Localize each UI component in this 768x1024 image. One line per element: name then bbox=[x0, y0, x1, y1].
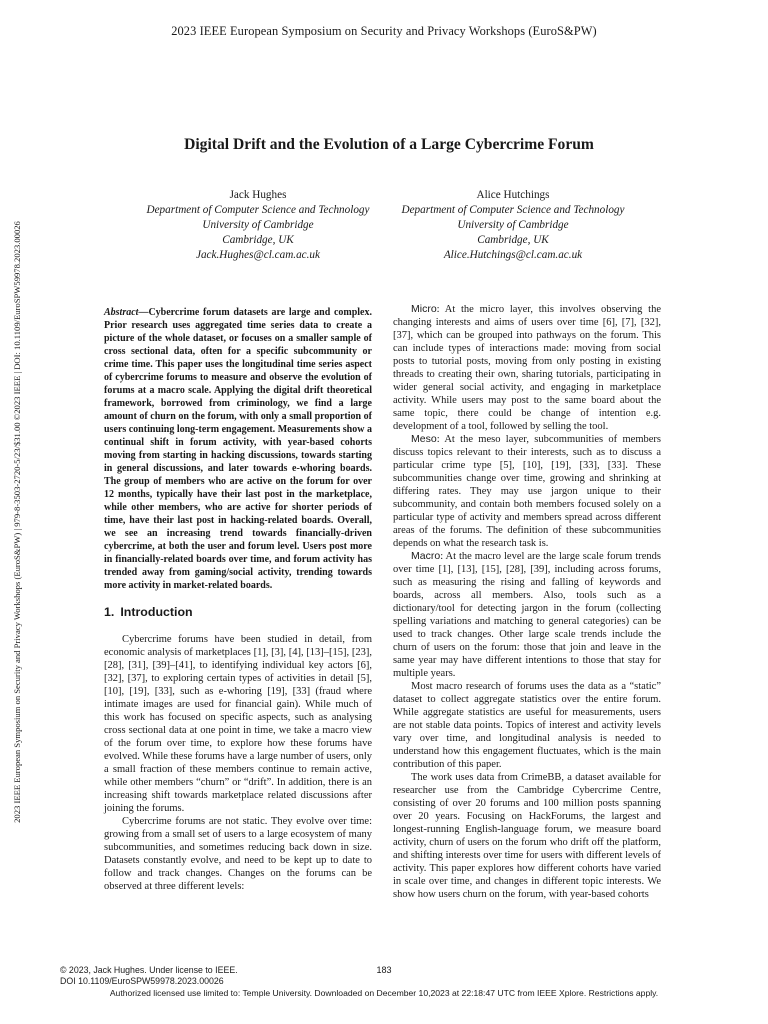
author-university: University of Cambridge bbox=[202, 219, 314, 231]
paragraph-macro bbox=[393, 550, 661, 680]
abstract-text: —Cybercrime forum datasets are large and complex. Prior research uses aggregated time series data to create a picture of the whole dataset, or focuses on a smaller sample of cross sectional data, often for a specific subcommunity or crime time. This paper uses the longitudinal time series aspect of cybercrime forums to measure and observe the evolution of forums at a macro scale. Applying the digital drift theoretical framework, borrowed from criminology, we find a large amount of churn on the forum, with only a small proportion of users continuing long-term engagement. Measurements show a continual shift in forum activity, with year-based cohorts moving from starting in hacking discussions, towards starting in general discussions, and later towards e-whoring boards. The group of members who are active on the forum for over 12 months, typically have their last post in the marketplace, while other members, who are active for shorter periods of time, have their last post in hacking-related boards. Overall, we see an increasing trend towards financially-driven cybercrime, at both the user and forum level. Users post more in financially-related boards over time, and forum activity has trended away from gaming/social activity, trending towards more activity in market-related boards. bbox=[104, 307, 372, 591]
left-column bbox=[104, 306, 372, 893]
author-department: Department of Computer Science and Technology bbox=[146, 204, 370, 216]
author-university: University of Cambridge bbox=[457, 219, 569, 231]
section-number: 1. bbox=[104, 605, 115, 619]
paragraph: The work uses data from CrimeBB, a dataset available for researcher use from the Cambridge Cybercrime Centre, consisting of over 20 forums and 100 million posts spanning over 20 years. Focusing on HackForums, the largest and longest-running English-language forum, we measure board activity, churn of users on the forum who drift off the platform, and shifting interests over time for users with different levels of activity. This paper explores how different cohorts have varied in scale over time, and changes in different topic interests. We show how users churn on the forum, with year-based cohorts bbox=[393, 772, 661, 900]
level-text: : At the micro layer, this involves observing the changing interests and aims of users over time [6], [7], [32], [37], which can be grouped into pathways on the forum. This can include types of interactions made: moving from social posts to tutorial posts, moving from only posting in existing threads to creating their own, sharing tutorials, participating in wider general social activity, and engaging in marketplace activity. While users may post to the same board about the same topic, there could be change of intention e.g. development of a tool, followed by selling the tool. bbox=[393, 304, 661, 432]
author-location: Cambridge, UK bbox=[477, 234, 549, 246]
author-email[interactable]: Alice.Hutchings@cl.cam.ac.uk bbox=[443, 249, 583, 261]
level-text: : At the macro level are the large scale forum trends over time [1], [13], [15], [28], [39], including across forums, such as measuring the rising and falling of keywords and boards, across all members. Also, tools such as a dictionary/tool for detecting jargon in the forum (collecting spelling variations and matching to general categories) can be used to track changes. Other large scale trends include the churn of users on the forum: those that join and leave in the same year may have different intentions to those that stay for multiple years. bbox=[393, 551, 661, 679]
paper-title: Digital Drift and the Evolution of a Large Cybercrime Forum bbox=[184, 136, 594, 153]
author-block-1 bbox=[140, 188, 376, 263]
paragraph: Cybercrime forums are not static. They evolve over time: growing from a small set of users to a large ecosystem of many subcommunities, and sometimes reducing back down in size. Datasets constantly evolve, and need to be kept up to date to follow and track changes. Changes on the forums can be observed at three different levels: bbox=[104, 816, 372, 892]
author-location: Cambridge, UK bbox=[222, 234, 294, 246]
level-term: Meso bbox=[411, 433, 437, 445]
section-title: Introduction bbox=[120, 605, 193, 619]
doi-line: DOI 10.1109/EuroSPW59978.2023.00026 bbox=[60, 976, 224, 986]
side-doi-strip: 2023 IEEE European Symposium on Security and Privacy Workshops (EuroS&PW) | 979-8-3503-2720-5/23/$31.00 ©2023 IEEE | DOI: 10.1109/EuroSPW59978.2023.00026 bbox=[12, 221, 22, 823]
level-term: Micro bbox=[411, 303, 437, 315]
level-text: : At the meso layer, subcommunities of members discuss topics relevant to their interests, such as to discuss a particular crime type [5], [10], [19], [33], [33]. These subcommunities change over time, growing and shrinking at differing rates. They may use jargon unique to their subcommunity, and contain both members focused solely on a particular type of activity and members spread across different areas of the forums. The definition of these subcommunities depends on what the research task is. bbox=[393, 434, 661, 549]
abstract-label: Abstract bbox=[104, 307, 139, 318]
author-block-2 bbox=[395, 188, 631, 263]
author-department: Department of Computer Science and Technology bbox=[401, 204, 625, 216]
license-notice: Authorized licensed use limited to: Temple University. Downloaded on December 10,2023 at 22:18:47 UTC from IEEE Xplore. Restrictions apply. bbox=[109, 988, 659, 998]
abstract bbox=[104, 306, 372, 592]
paragraph-micro bbox=[393, 303, 661, 433]
copyright-line: © 2023, Jack Hughes. Under license to IEEE. bbox=[60, 965, 238, 975]
conference-header: 2023 IEEE European Symposium on Security and Privacy Workshops (EuroS&PW) bbox=[171, 24, 597, 38]
author-email[interactable]: Jack.Hughes@cl.cam.ac.uk bbox=[196, 249, 320, 261]
paragraph: Cybercrime forums have been studied in detail, from economic analysis of marketplaces [1], [3], [4], [13]–[15], [23], [28], [31], [39]–[41], to identifying individual key actors [6], [32], [37], to exploring certain types of activities in detail [5], [10], [19], [33], such as e-whoring [19], [33] (fraud where intimate images are used for financial gain). While much of this work has focused on specific aspects, such as analysing cross sectional data at one point in time, we take a macro view of the forum over time, to explore how these forums have evolved. While these forums have a large number of users, only a small fraction of these members continue to remain active, while other members “churn” or “drift”. In addition, there is an increasing shift towards marketplace related discussions after joining the forums. bbox=[104, 634, 372, 814]
right-column bbox=[393, 303, 661, 901]
section-heading-introduction bbox=[104, 606, 372, 619]
page-number: 183 bbox=[376, 965, 392, 975]
paragraph-meso bbox=[393, 433, 661, 550]
level-term: Macro bbox=[411, 550, 441, 562]
author-name: Jack Hughes bbox=[229, 189, 287, 201]
author-name: Alice Hutchings bbox=[476, 189, 550, 201]
paragraph: Most macro research of forums uses the data as a “static” dataset to collect aggregate statistics over the entire forum. While aggregate statistics are useful for measurements, users are not stable data points. Topics of interest and activity levels vary over time, and longitudinal analysis is needed to understand how this engagement fluctuates, which is the main contribution of this paper. bbox=[393, 681, 661, 770]
